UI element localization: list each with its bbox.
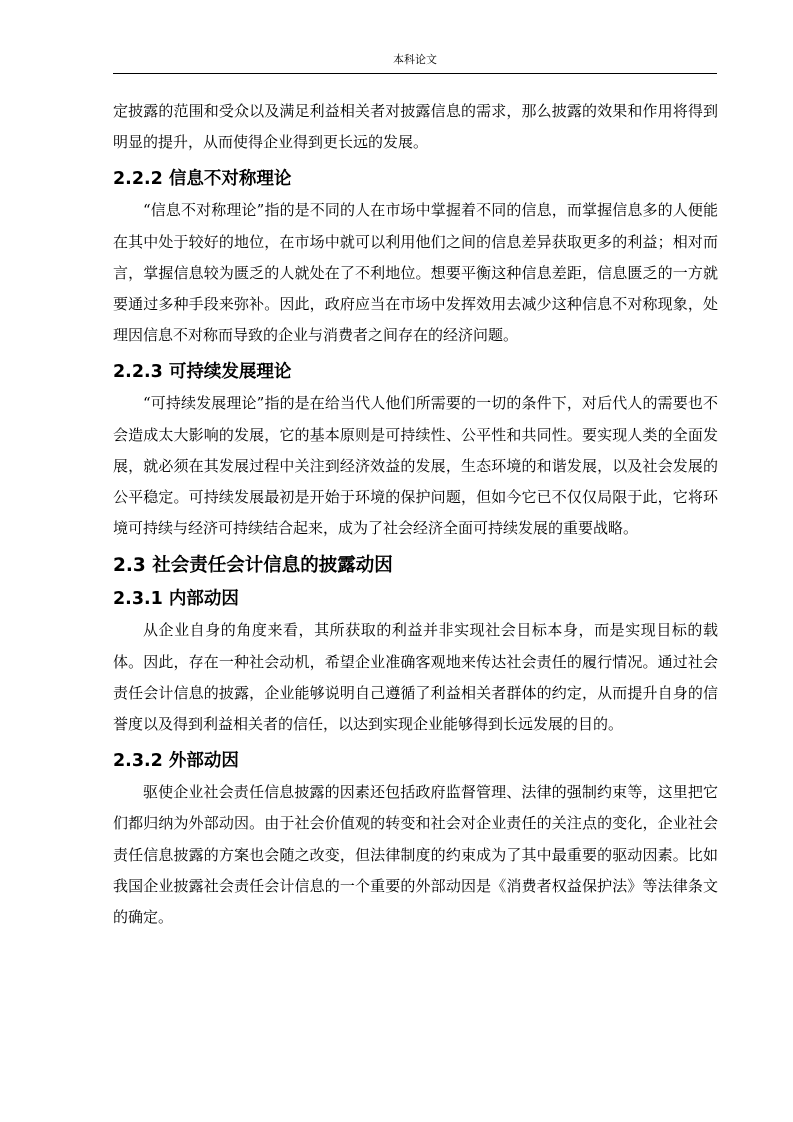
page-header: 本科论文 [393,53,437,66]
heading-information-asymmetry: 2.2.2 信息不对称理论 [113,169,292,190]
heading-external-motives: 2.3.2 外部动因 [113,751,239,772]
header-rule [113,73,717,74]
heading-sustainable-development: 2.2.3 可持续发展理论 [113,362,292,383]
paragraph-information-asymmetry: “信息不对称理论”指的是不同的人在市场中掌握着不同的信息，而掌握信息多的人便能在其中处于较好的地位，在市场中就可以利用他们之间的信息差异获取更多的利益；相对而言，掌握信息较为匮乏的人就处在了不利地位。想要平衡这种信息差距，信息匮乏的一方就要通过多种手段来弥补。因此，政府应当在市场中发挥效用去减少这种信息不对称现象，处理因信息不对称而导致的企业与消费者之间存在的经济问题。 [113,201,718,345]
heading-internal-motives: 2.3.1 内部动因 [113,589,239,610]
page-content [113,96,718,933]
paragraph-continued: 定披露的范围和受众以及满足利益相关者对披露信息的需求，那么披露的效果和作用将得到明显的提升，从而使得企业得到更长远的发展。 [113,102,718,152]
paragraph-internal-motives: 从企业自身的角度来看，其所获取的利益并非实现社会目标本身，而是实现目标的载体。因此，存在一种社会动机，希望企业准确客观地来传达社会责任的履行情况。通过社会责任会计信息的披露，企业能够说明自己遵循了利益相关者群体的约定，从而提升自身的信誉度以及得到利益相关者的信任，以达到实现企业能够得到长远发展的目的。 [113,621,718,734]
paragraph-sustainable-development: “可持续发展理论”指的是在给当代人他们所需要的一切的条件下，对后代人的需要也不会造成太大影响的发展，它的基本原则是可持续性、公平性和共同性。要实现人类的全面发展，就必须在其发展过程中关注到经济效益的发展，生态环境的和谐发展，以及社会发展的公平稳定。可持续发展最初是开始于环境的保护问题，但如今它已不仅仅局限于此，它将环境可持续与经济可持续结合起来，成为了社会经济全面可持续发展的重要战略。 [113,394,718,538]
heading-disclosure-motives: 2.3 社会责任会计信息的披露动因 [113,555,393,577]
paragraph-external-motives: 驱使企业社会责任信息披露的因素还包括政府监督管理、法律的强制约束等，这里把它们都归纳为外部动因。由于社会价值观的转变和社会对企业责任的关注点的变化，企业社会责任信息披露的方案也会随之改变，但法律制度的约束成为了其中最重要的驱动因素。比如我国企业披露社会责任会计信息的一个重要的外部动因是《消费者权益保护法》等法律条文的确定。 [113,783,718,927]
